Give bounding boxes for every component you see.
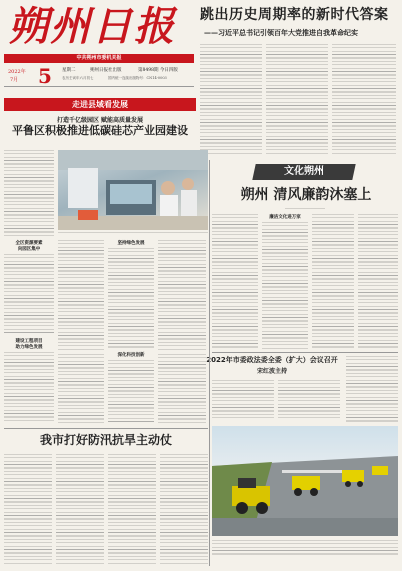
feature-left-column-c [4, 352, 54, 422]
section-banner [4, 98, 196, 111]
side-head-7: 廉洁文化进万家 [269, 215, 301, 220]
publisher: 朔州日报社出版 [90, 68, 122, 73]
side-head-1: 全区资源要素 [15, 241, 43, 246]
road-construction-image [212, 426, 398, 536]
bottom-left-column-2 [56, 454, 104, 566]
vertical-rule-center [209, 160, 210, 566]
road-photo-caption [212, 540, 398, 556]
meeting-column-1 [212, 380, 274, 420]
issue: 第8498期 今日四版 [138, 68, 178, 73]
publication-number: 国内统一连续出版物号：CN14-0003 [108, 76, 167, 80]
feature-photo-caption [58, 232, 208, 237]
side-head-2: 向园区集中 [17, 247, 41, 252]
side-head-3: 坚持绿色发展 [117, 241, 145, 246]
meeting-title: 2022年市委政法委全委（扩大）会议召开 [206, 356, 338, 364]
lead-title: 跳出历史周期率的新时代答案 [200, 7, 389, 23]
bottom-left-column-3 [108, 454, 156, 566]
culture-byline [285, 208, 325, 211]
date-month: 7月 [10, 77, 19, 83]
feature-left-column-a [4, 150, 54, 238]
weekday: 星期二 [62, 68, 76, 73]
feature-title: 平鲁区积极推进低碳硅芯产业园建设 [12, 124, 188, 137]
culture-title: 朔州 清风廉韵沐塞上 [240, 187, 372, 203]
section-banner-label: 走进县域看发展 [72, 100, 128, 109]
meeting-side-column [346, 356, 398, 422]
culture-column-1 [212, 214, 258, 350]
side-head-4: 深化科技创新 [117, 353, 145, 358]
culture-column-2 [262, 222, 308, 350]
date-year: 2022年 [8, 69, 26, 75]
meeting-subtitle: 宋红波主持 [256, 368, 287, 375]
divider-right-mid [212, 352, 398, 353]
feature-photo [58, 150, 208, 230]
bottom-left-title: 我市打好防汛抗旱主动仗 [39, 433, 172, 447]
lead-story [200, 4, 398, 159]
culture-banner [214, 162, 398, 184]
lunar-date: 农历壬寅年六月初七 [62, 76, 94, 80]
feature-left-column-b [4, 254, 54, 334]
lead-column-2 [266, 44, 328, 156]
meeting-column-2 [278, 380, 340, 420]
road-photo [212, 426, 398, 536]
masthead-title: 朔州日报 [8, 3, 176, 50]
masthead-subtitle: 中共朔州市委机关报 [76, 55, 122, 61]
feature-column-5 [108, 360, 154, 424]
feature-column-6 [158, 354, 206, 424]
lead-column-1 [200, 44, 262, 156]
date-day: 5 [38, 64, 52, 88]
feature-column-1 [58, 240, 104, 350]
culture-banner-label: 文化朔州 [284, 166, 324, 177]
side-head-6: 助力绿色发展 [15, 345, 43, 350]
divider-left-mid [4, 428, 208, 429]
lead-column-3 [332, 44, 396, 156]
factory-image [58, 150, 208, 230]
feature-column-4 [58, 354, 104, 424]
bottom-left-column-1 [4, 454, 52, 566]
feature-column-2 [108, 248, 154, 350]
culture-column-4 [358, 214, 398, 350]
feature-column-3 [158, 240, 206, 350]
bottom-left-column-4 [160, 454, 208, 566]
side-head-5: 建设工程项目 [15, 339, 43, 344]
masthead-divider [4, 86, 194, 87]
feature-kicker: 打造千亿级园区 赋能高质量发展 [56, 117, 144, 124]
lead-subtitle: ——习近平总书记引领百年大党推进自我革命纪实 [204, 28, 358, 37]
culture-column-3 [312, 214, 354, 350]
masthead [4, 4, 194, 96]
